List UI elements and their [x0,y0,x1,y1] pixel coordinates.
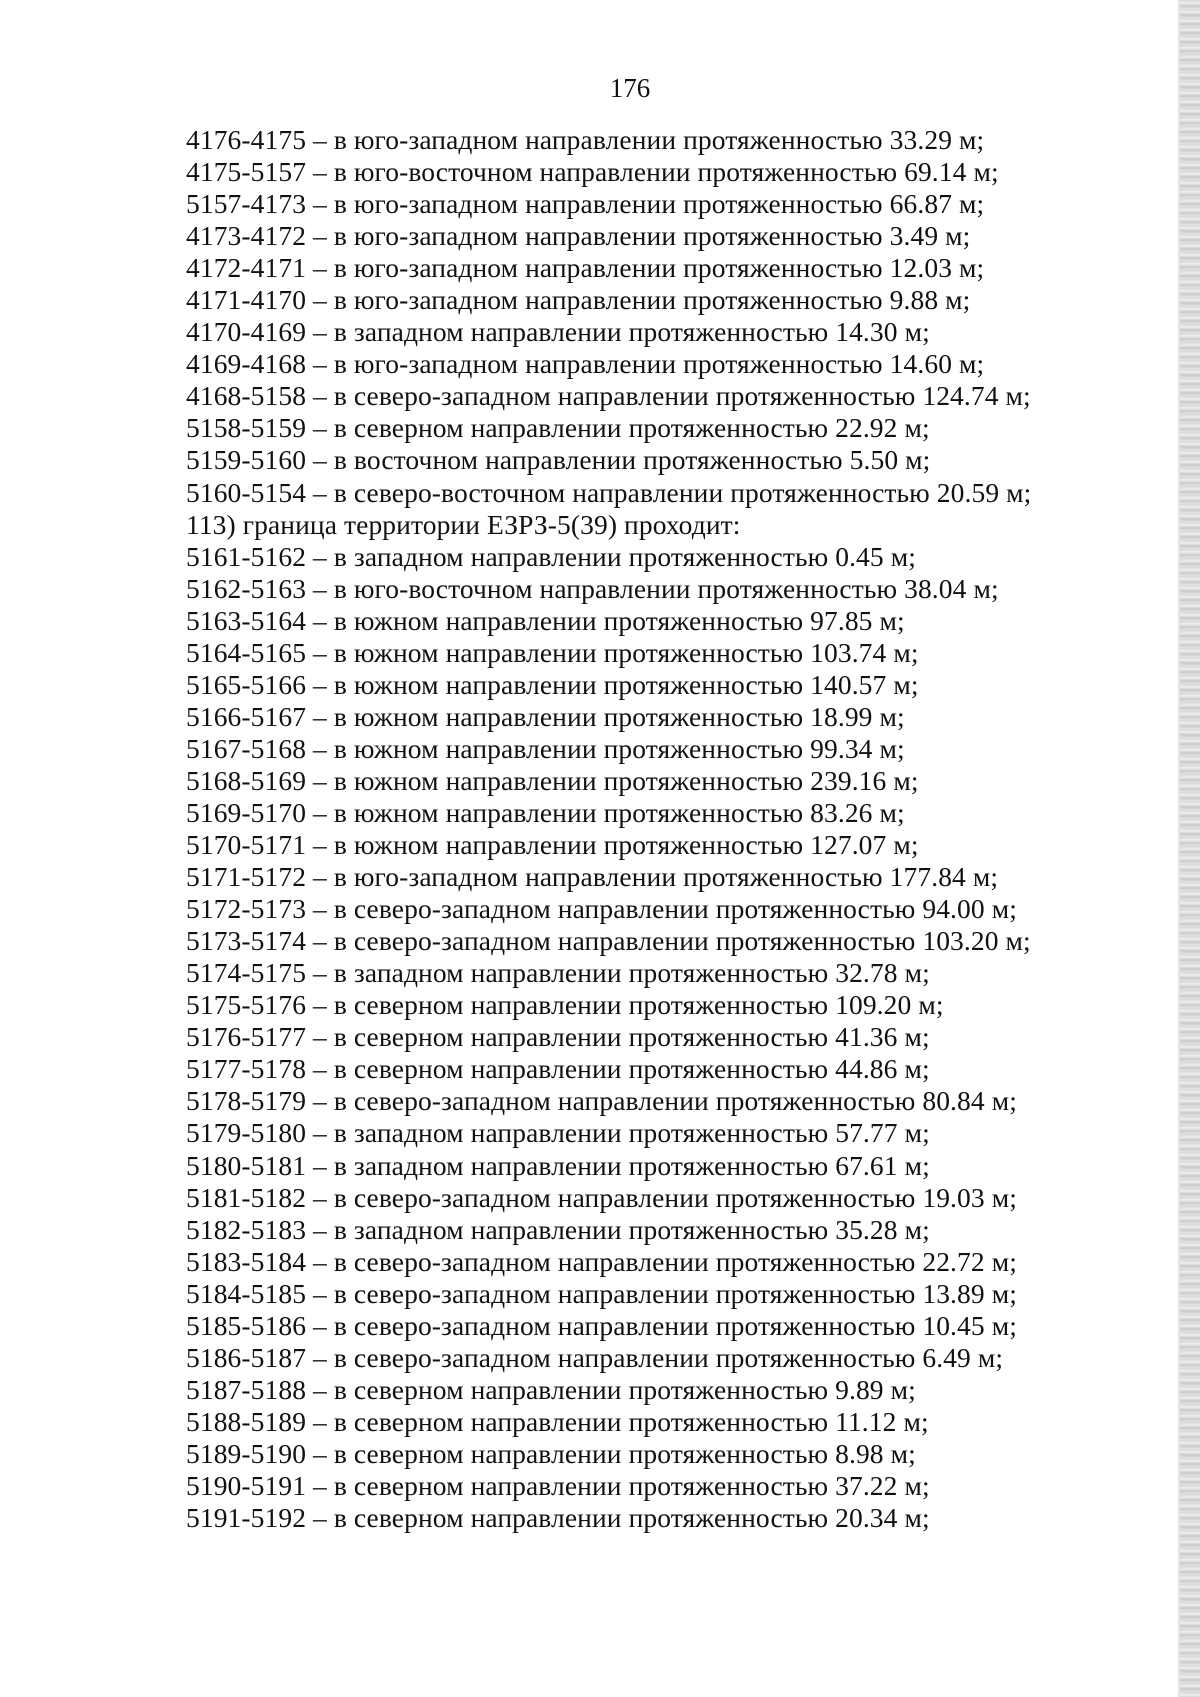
list-item: 5170-5171 – в южном направлении протяженностью 127.07 м; [186,829,919,861]
list-item: 5169-5170 – в южном направлении протяженностью 83.26 м; [186,796,905,828]
list-item: 4173-4172 – в юго-западном направлении протяженностью 3.49 м; [186,220,971,252]
list-item: 5158-5159 – в северном направлении протяженностью 22.92 м; [186,412,930,444]
list-item: 5166-5167 – в южном направлении протяженностью 18.99 м; [186,700,905,732]
list-item: 5165-5166 – в южном направлении протяженностью 140.57 м; [186,668,919,700]
list-item: 5184-5185 – в северо-западном направлении протяженностью 13.89 м; [186,1277,1017,1309]
list-item: 5176-5177 – в северном направлении протяженностью 41.36 м; [186,1021,930,1053]
list-item: 5180-5181 – в западном направлении протяженностью 67.61 м; [186,1149,930,1181]
boundary-description-list [186,124,1106,1534]
list-item: 5159-5160 – в восточном направлении протяженностью 5.50 м; [186,444,931,476]
scan-edge-strip [1180,0,1200,1697]
list-item: 4170-4169 – в западном направлении протяженностью 14.30 м; [186,316,930,348]
list-item: 5164-5165 – в южном направлении протяженностью 103.74 м; [186,636,919,668]
list-item: 5188-5189 – в северном направлении протяженностью 11.12 м; [186,1405,929,1437]
list-item: 5161-5162 – в западном направлении протяженностью 0.45 м; [186,540,916,572]
list-item: 4172-4171 – в юго-западном направлении протяженностью 12.03 м; [186,252,985,284]
list-item: 5179-5180 – в западном направлении протяженностью 57.77 м; [186,1117,930,1149]
list-item: 4171-4170 – в юго-западном направлении протяженностью 9.88 м; [186,284,971,316]
list-item: 5168-5169 – в южном направлении протяженностью 239.16 м; [186,764,919,796]
list-item: 5162-5163 – в юго-восточном направлении протяженностью 38.04 м; [186,572,999,604]
list-item: 5183-5184 – в северо-западном направлении протяженностью 22.72 м; [186,1245,1017,1277]
list-item: 5187-5188 – в северном направлении протяженностью 9.89 м; [186,1373,916,1405]
list-item: 4176-4175 – в юго-западном направлении протяженностью 33.29 м; [186,124,985,155]
list-item: 5175-5176 – в северном направлении протяженностью 109.20 м; [186,989,944,1021]
list-item: 4168-5158 – в северо-западном направлении протяженностью 124.74 м; [186,380,1031,412]
list-item: 5185-5186 – в северо-западном направлении протяженностью 10.45 м; [186,1309,1017,1341]
list-item: 4169-4168 – в юго-западном направлении протяженностью 14.60 м; [186,348,985,380]
page-number: 176 [609,73,651,103]
list-item: 5191-5192 – в северном направлении протяженностью 20.34 м; [186,1502,930,1534]
list-item: 5174-5175 – в западном направлении протяженностью 32.78 м; [186,957,930,989]
list-item: 5189-5190 – в северном направлении протяженностью 8.98 м; [186,1437,916,1469]
list-item: 5177-5178 – в северном направлении протяженностью 44.86 м; [186,1053,930,1085]
list-item: 5172-5173 – в северо-западном направлении протяженностью 94.00 м; [186,893,1017,925]
list-item: 4175-5157 – в юго-восточном направлении протяженностью 69.14 м; [186,156,999,188]
list-item: 5163-5164 – в южном направлении протяженностью 97.85 м; [186,604,905,636]
list-item: 5190-5191 – в северном направлении протяженностью 37.22 м; [186,1469,930,1501]
list-item: 5160-5154 – в северо-восточном направлении протяженностью 20.59 м; [186,476,1032,508]
list-item: 5157-4173 – в юго-западном направлении протяженностью 66.87 м; [186,188,985,220]
list-item: 5186-5187 – в северо-западном направлении протяженностью 6.49 м; [186,1341,1004,1373]
list-item: 5181-5182 – в северо-западном направлении протяженностью 19.03 м; [186,1181,1017,1213]
list-item: 5173-5174 – в северо-западном направлении протяженностью 103.20 м; [186,925,1031,957]
list-item: 5182-5183 – в западном направлении протяженностью 35.28 м; [186,1213,930,1245]
list-item: 5171-5172 – в юго-западном направлении протяженностью 177.84 м; [186,861,999,893]
list-item: 5167-5168 – в южном направлении протяженностью 99.34 м; [186,732,905,764]
section-heading: 113) граница территории ЕЗРЗ-5(39) проходит: [186,508,741,540]
list-item: 5178-5179 – в северо-западном направлении протяженностью 80.84 м; [186,1085,1017,1117]
